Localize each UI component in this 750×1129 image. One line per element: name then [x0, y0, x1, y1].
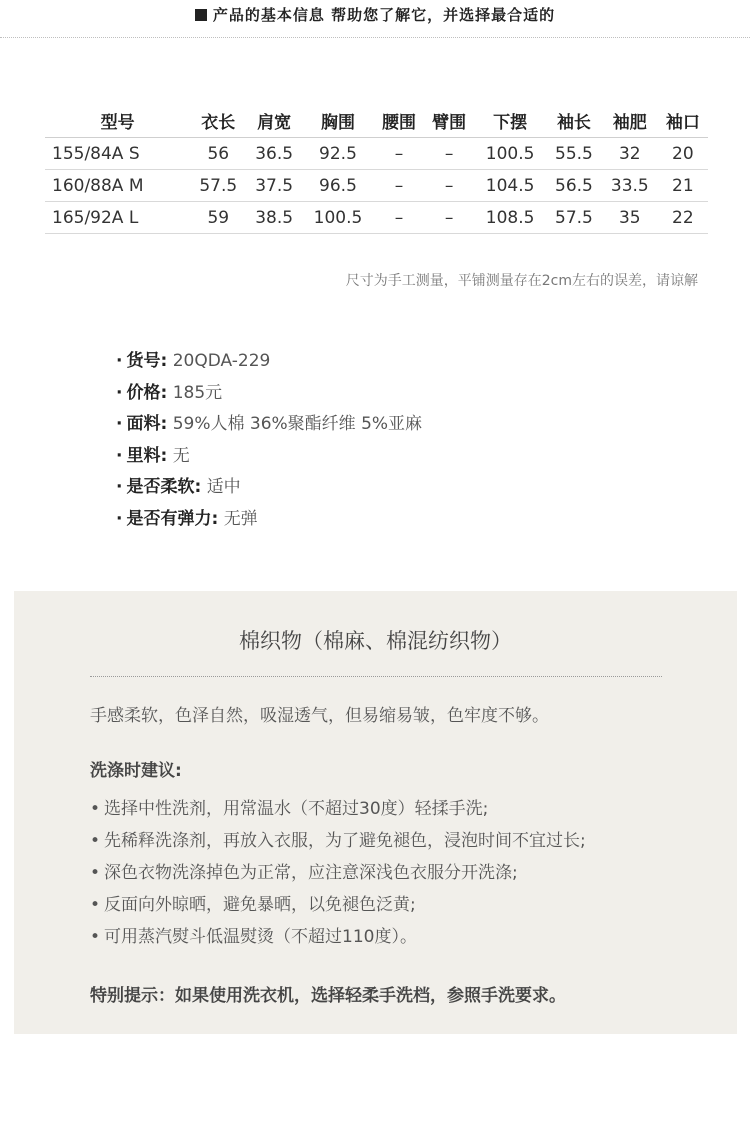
spec-label: 货号: [126, 351, 168, 371]
table-cell: 55.5 [546, 138, 602, 170]
bullet-icon: · [116, 414, 123, 434]
bullet-icon: · [116, 351, 123, 371]
spec-item [116, 443, 422, 475]
column-header: 型号 [45, 104, 190, 138]
tip-item [90, 892, 586, 924]
spec-label: 是否柔软: [126, 477, 202, 497]
column-header: 肩宽 [246, 104, 302, 138]
column-header: 袖肥 [602, 104, 658, 138]
tip-item [90, 924, 586, 956]
table-cell: 33.5 [602, 170, 658, 202]
table-cell: 21 [658, 170, 708, 202]
care-title: 棉织物（棉麻、棉混纺织物） [239, 629, 512, 653]
table-cell: 35 [602, 202, 658, 234]
table-cell: 57.5 [190, 170, 246, 202]
square-icon [195, 9, 207, 21]
spec-item [116, 474, 422, 506]
table-cell: – [424, 202, 474, 234]
table-cell: 37.5 [246, 170, 302, 202]
table-cell: 96.5 [302, 170, 374, 202]
bullet-icon: • [90, 895, 101, 915]
column-header: 袖口 [658, 104, 708, 138]
tip-item [90, 828, 586, 860]
table-cell: 59 [190, 202, 246, 234]
bullet-icon: · [116, 445, 123, 466]
info-header [0, 0, 750, 38]
spec-item [116, 506, 422, 538]
washing-tips [90, 796, 586, 956]
spec-item [116, 348, 422, 380]
table-cell: – [374, 138, 424, 170]
bullet-icon: • [90, 927, 101, 947]
table-cell: 100.5 [474, 138, 546, 170]
size-table-header [45, 104, 708, 138]
spec-item [116, 380, 422, 412]
special-notice: 特别提示：如果使用洗衣机，选择轻柔手洗档，参照手洗要求。 [90, 986, 566, 1006]
tip-item [90, 860, 586, 892]
spec-item [116, 411, 422, 443]
tip-text: 深色衣物洗涤掉色为正常，应注意深浅色衣服分开洗涤; [104, 863, 518, 883]
table-cell: 108.5 [474, 202, 546, 234]
table-cell: 155/84A S [45, 138, 190, 170]
table-cell: 56.5 [546, 170, 602, 202]
spec-label: 面料: [126, 414, 168, 434]
spec-value: 无 [172, 445, 190, 466]
table-cell: 56 [190, 138, 246, 170]
table-cell: 165/92A L [45, 202, 190, 234]
washing-subtitle: 洗涤时建议: [90, 761, 182, 781]
table-cell: 92.5 [302, 138, 374, 170]
spec-label: 里料: [126, 445, 168, 466]
tip-text: 反面向外晾晒，避免暴晒，以免褪色泛黄; [104, 895, 416, 915]
table-cell: – [374, 170, 424, 202]
tip-text: 可用蒸汽熨斗低温熨烫（不超过110度）。 [104, 927, 417, 947]
column-header: 臂围 [424, 104, 474, 138]
table-row [45, 170, 708, 202]
table-cell: – [424, 170, 474, 202]
table-cell: 32 [602, 138, 658, 170]
table-cell: 22 [658, 202, 708, 234]
column-header: 腰围 [374, 104, 424, 138]
table-cell: 36.5 [246, 138, 302, 170]
spec-value: 185元 [172, 382, 223, 403]
bullet-icon: · [116, 477, 123, 497]
table-cell: 100.5 [302, 202, 374, 234]
bullet-icon: · [116, 508, 123, 529]
table-row [45, 138, 708, 170]
spec-value: 适中 [206, 477, 241, 497]
table-cell: 160/88A M [45, 170, 190, 202]
table-cell: – [374, 202, 424, 234]
tip-text: 选择中性洗剂，用常温水（不超过30度）轻揉手洗; [104, 799, 489, 819]
table-cell: 104.5 [474, 170, 546, 202]
spec-value: 59%人棉 36%聚酯纤维 5%亚麻 [172, 414, 423, 434]
bullet-icon: • [90, 799, 101, 819]
care-divider [90, 676, 662, 677]
spec-value: 20QDA-229 [172, 351, 271, 371]
table-cell: 20 [658, 138, 708, 170]
tip-text: 先稀释洗涤剂，再放入衣服，为了避免褪色，浸泡时间不宜过长; [104, 831, 586, 851]
header-divider [0, 37, 750, 38]
measurement-note: 尺寸为手工测量，平铺测量存在2cm左右的误差，请谅解 [345, 273, 698, 289]
column-header: 下摆 [474, 104, 546, 138]
table-cell: – [424, 138, 474, 170]
spec-label: 价格: [126, 382, 168, 403]
table-cell: 57.5 [546, 202, 602, 234]
tip-item [90, 796, 586, 828]
table-cell: 38.5 [246, 202, 302, 234]
table-row [45, 202, 708, 234]
bullet-icon: · [116, 382, 123, 403]
spec-value: 无弹 [223, 508, 258, 529]
column-header: 胸围 [302, 104, 374, 138]
header-title: 产品的基本信息 帮助您了解它，并选择最合适的 [212, 6, 556, 24]
spec-label: 是否有弹力: [126, 508, 219, 529]
column-header: 袖长 [546, 104, 602, 138]
product-specs [116, 348, 422, 537]
column-header: 衣长 [190, 104, 246, 138]
fabric-description: 手感柔软，色泽自然，吸湿透气，但易缩易皱，色牢度不够。 [90, 706, 549, 726]
bullet-icon: • [90, 831, 101, 851]
care-panel [14, 591, 737, 1034]
bullet-icon: • [90, 863, 101, 883]
size-table [45, 104, 708, 234]
